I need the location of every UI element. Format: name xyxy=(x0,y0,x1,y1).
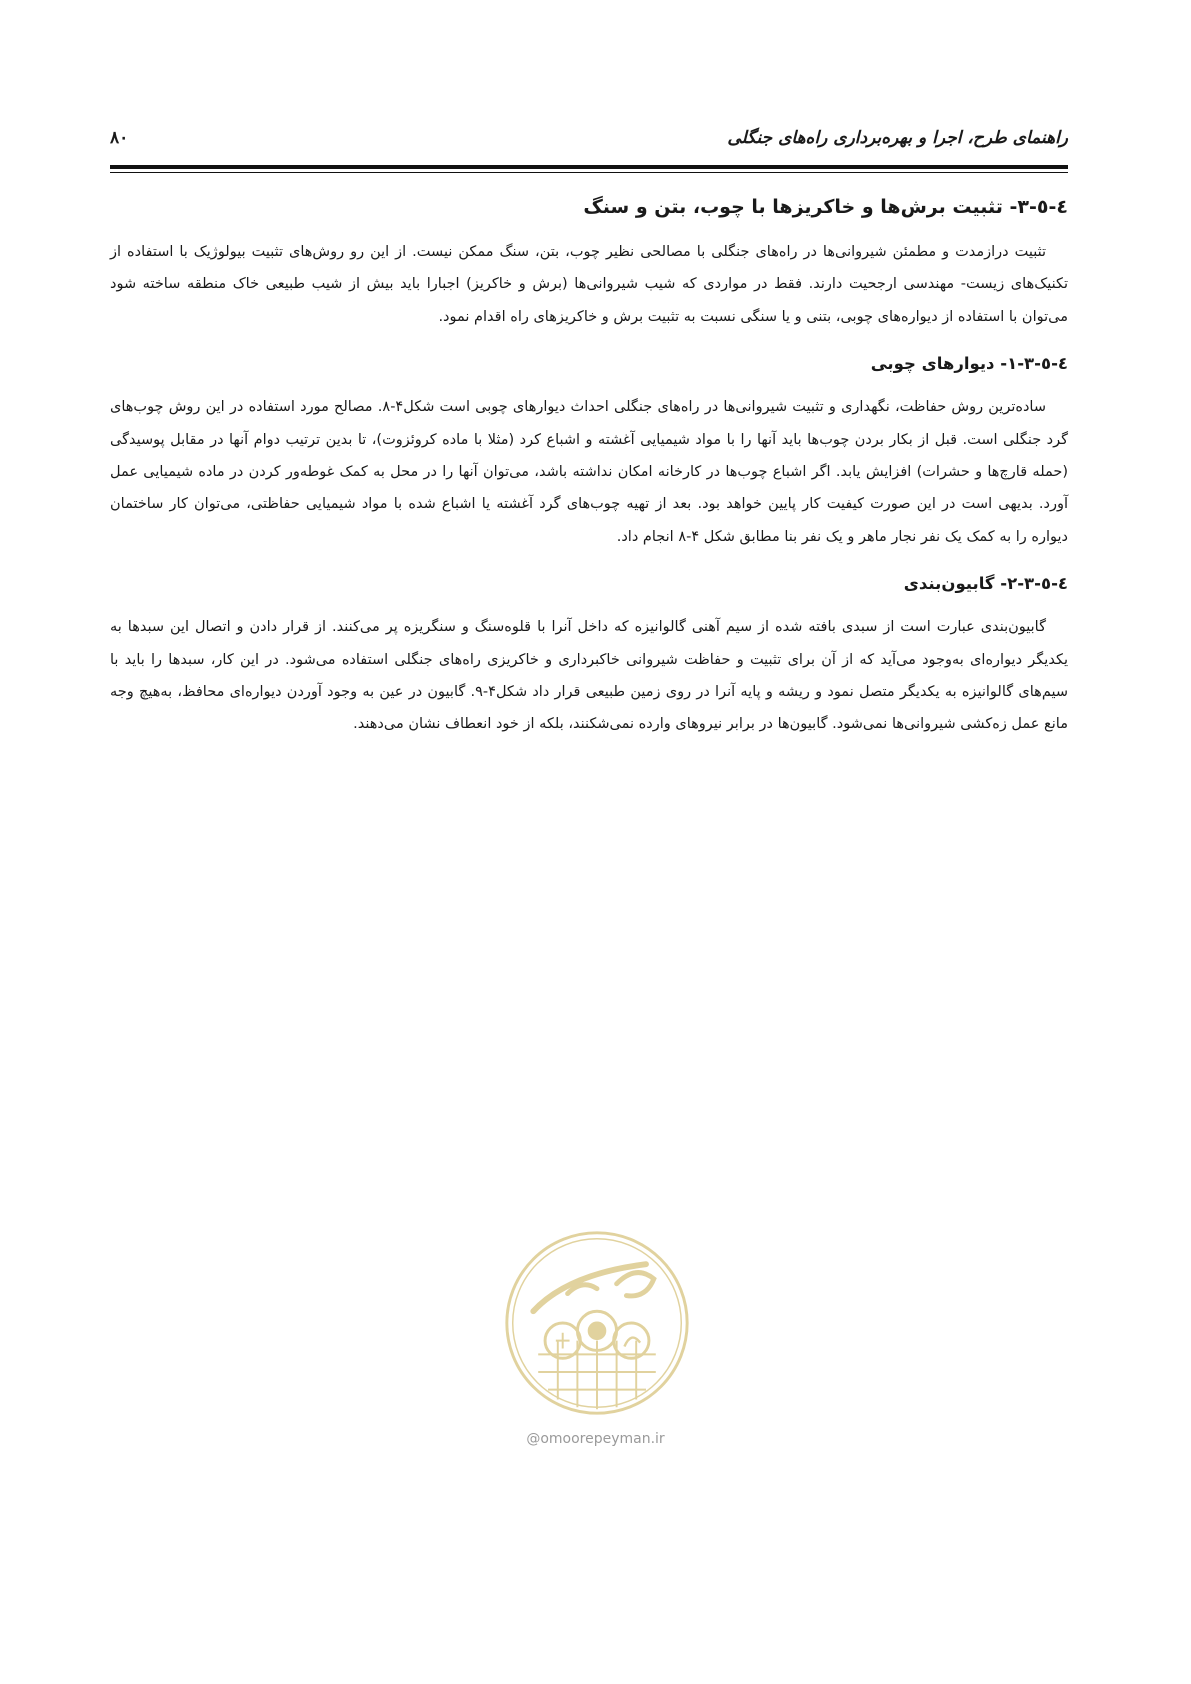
watermark-logo xyxy=(499,1225,695,1421)
page-number: ۸۰ xyxy=(110,128,129,148)
subsection-2-paragraph: گابیون‌بندی عبارت است از سبدی بافته شده از سیم آهنی گالوانیزه که داخل آنرا با قلوه‌سنگ و سنگریزه پر می‌کنند. از قرار دادن و اتصال این سبدها به یکدیگر دیواره‌ای به‌وجود می‌آید که از آن برای تثبیت و حفاظت شیروانی خاکبرداری و خاکریزی راه‌های جنگلی استفاده می‌شود. در این کار، سبدها را باید با سیم‌های گالوانیزه به یکدیگر متصل نمود و ریشه و پایه آنرا در روی زمین طبیعی قرار داد شکل۴-۹. گابیون در عین به وجود آوردن دیواره‌ای محافظ، به‌هیچ وجه مانع عمل زه‌کشی شیروانی‌ها نمی‌شود. گابیون‌ها در برابر نیروهای وارده نمی‌شکنند، بلکه از خود انعطاف نشان می‌دهند. xyxy=(110,619,1068,733)
section-heading: ٤-٥-٣- تثبیت برش‌ها و خاکریزها با چوب، بتن و سنگ xyxy=(583,196,1068,218)
header-rule-thin xyxy=(110,172,1068,173)
watermark-website: @omoorepeyman.ir xyxy=(526,1431,665,1447)
subsection-2-heading: ٤-٥-٣-٢- گابیون‌بندی xyxy=(903,574,1068,594)
subsection-1-heading: ٤-٥-٣-١- دیوارهای چوبی xyxy=(870,354,1068,374)
header-rule-thick xyxy=(110,165,1068,169)
subsection-1-paragraph: ساده‌ترین روش حفاظت، نگهداری و تثبیت شیروانی‌ها در راه‌های جنگلی احداث دیوارهای چوبی است شکل۴-۸. مصالح مورد استفاده در این روش چوب‌های گرد جنگلی است. قبل از بکار بردن چوب‌ها باید آنها را با مواد شیمیایی آغشته و اشباع کرد (مثلا با ماده کروئزوت)، تا بدین ترتیب دوام آنها در مقابل پوسیدگی (حمله قارچ‌ها و حشرات) افزایش یابد. اگر اشباع چوب‌ها در کارخانه امکان نداشته باشد، می‌توان آنها را در محل به کمک غوطه‌ور کردن در ماده شیمیایی عمل آورد. بدیهی است در این صورت کیفیت کار پایین خواهد بود. بعد از تهیه چوب‌های گرد آغشته یا اشباع شده با مواد شیمیایی حفاظتی، می‌توان کار ساختمان دیواره را به کمک یک نفر نجار ماهر و یک نفر بنا مطابق شکل ۴-۸ انجام داد. xyxy=(110,399,1068,545)
page-body xyxy=(110,190,1068,755)
section-paragraph: تثبیت درازمدت و مطمئن شیروانی‌ها در راه‌های جنگلی با مصالحی نظیر چوب، بتن، سنگ ممکن نیست. از این رو روش‌های تثبیت بیولوژیک با استفاده از تکنیک‌های زیست- مهندسی ارجحیت دارند. فقط در مواردی که شیب شیروانی‌ها (برش و خاکریز) اجبارا باید بیش از شیب طبیعی خاک منطقه ساخته شود می‌توان با استفاده از دیواره‌های چوبی، بتنی و یا سنگی نسبت به تثبیت برش و خاکریزهای راه اقدام نمود. xyxy=(110,244,1068,325)
header-title: راهنمای طرح، اجرا و بهره‌برداری راه‌های جنگلی xyxy=(727,128,1068,148)
page-header xyxy=(110,128,1068,158)
